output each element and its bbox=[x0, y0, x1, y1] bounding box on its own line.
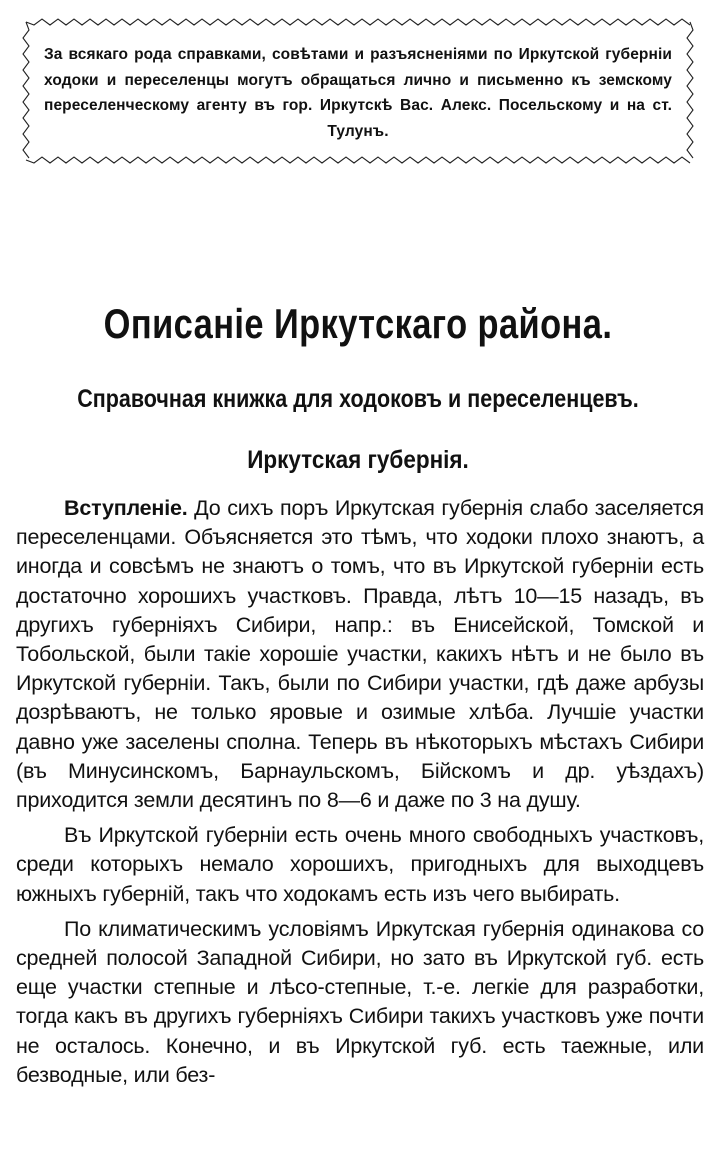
border-zigzag bbox=[687, 22, 693, 158]
paragraph bbox=[16, 915, 704, 1090]
document-subtitle: Справочная книжка для ходоковъ и переселенцевъ. bbox=[77, 385, 639, 413]
paragraph-text: По климатическимъ условіямъ Иркутская губернія одинакова со средней полосой Западной Сибири, но зато въ Иркутской губ. есть еще участки степные и лѣсо-степные, т.-е. легкіе для разработки, тогда какъ въ другихъ губерніяхъ Сибири такихъ участковъ уже почти не осталось. Конечно, и въ Иркутской губ. есть таежные, или безводные, или без- bbox=[16, 916, 704, 1087]
paragraph-text: До сихъ поръ Иркутская губернія слабо заселяется переселенцами. Объясняется это тѣмъ, что ходоки плохо знаютъ, а иногда и совсѣмъ не знаютъ о томъ, что въ Иркутской губерніи есть достаточно хорошихъ участковъ. Правда, лѣтъ 10—15 назадъ, въ другихъ губерніяхъ Сибири, напр.: въ Енисейской, Томской и Тобольской, были такіе хорошіе участки, какихъ нѣтъ и не было въ Иркутской губерніи. Такъ, были по Сибири участки, гдѣ даже арбузы дозрѣваютъ, не только яровые и озимые хлѣба. Лучшіе участки давно уже заселены сполна. Теперь въ нѣкоторыхъ мѣстахъ Сибири (въ Минусинскомъ, Барнаульскомъ, Бійскомъ и др. уѣздахъ) приходится земли десятинъ по 8—6 и даже по 3 на душу. bbox=[16, 496, 704, 813]
border-zigzag bbox=[23, 22, 29, 158]
notice-box bbox=[22, 18, 694, 164]
paragraph-lead: Вступленіе. bbox=[64, 496, 188, 520]
document-title: Описаніе Иркутскаго района. bbox=[103, 300, 613, 347]
section-heading: Иркутская губернія. bbox=[247, 446, 469, 474]
notice-text: За всякаго рода справками, совѣтами и разъясненіями по Иркутской губерніи ходоки и переселенцы могутъ обращаться лично и письменно къ земскому переселенческому агенту въ гор. Иркутскѣ Вас. Алекс. Посельскому и на ст. Тулунъ. bbox=[44, 46, 672, 140]
border-zigzag bbox=[26, 157, 690, 163]
paragraph bbox=[16, 821, 704, 909]
document-body bbox=[16, 494, 704, 1096]
paragraph-text: Въ Иркутской губерніи есть очень много свободныхъ участковъ, среди которыхъ немало хорошихъ, пригодныхъ для выходцевъ южныхъ губерній, такъ что ходокамъ есть изъ чего выбирать. bbox=[16, 823, 704, 906]
border-zigzag bbox=[26, 19, 690, 25]
paragraph-introduction bbox=[16, 494, 704, 815]
